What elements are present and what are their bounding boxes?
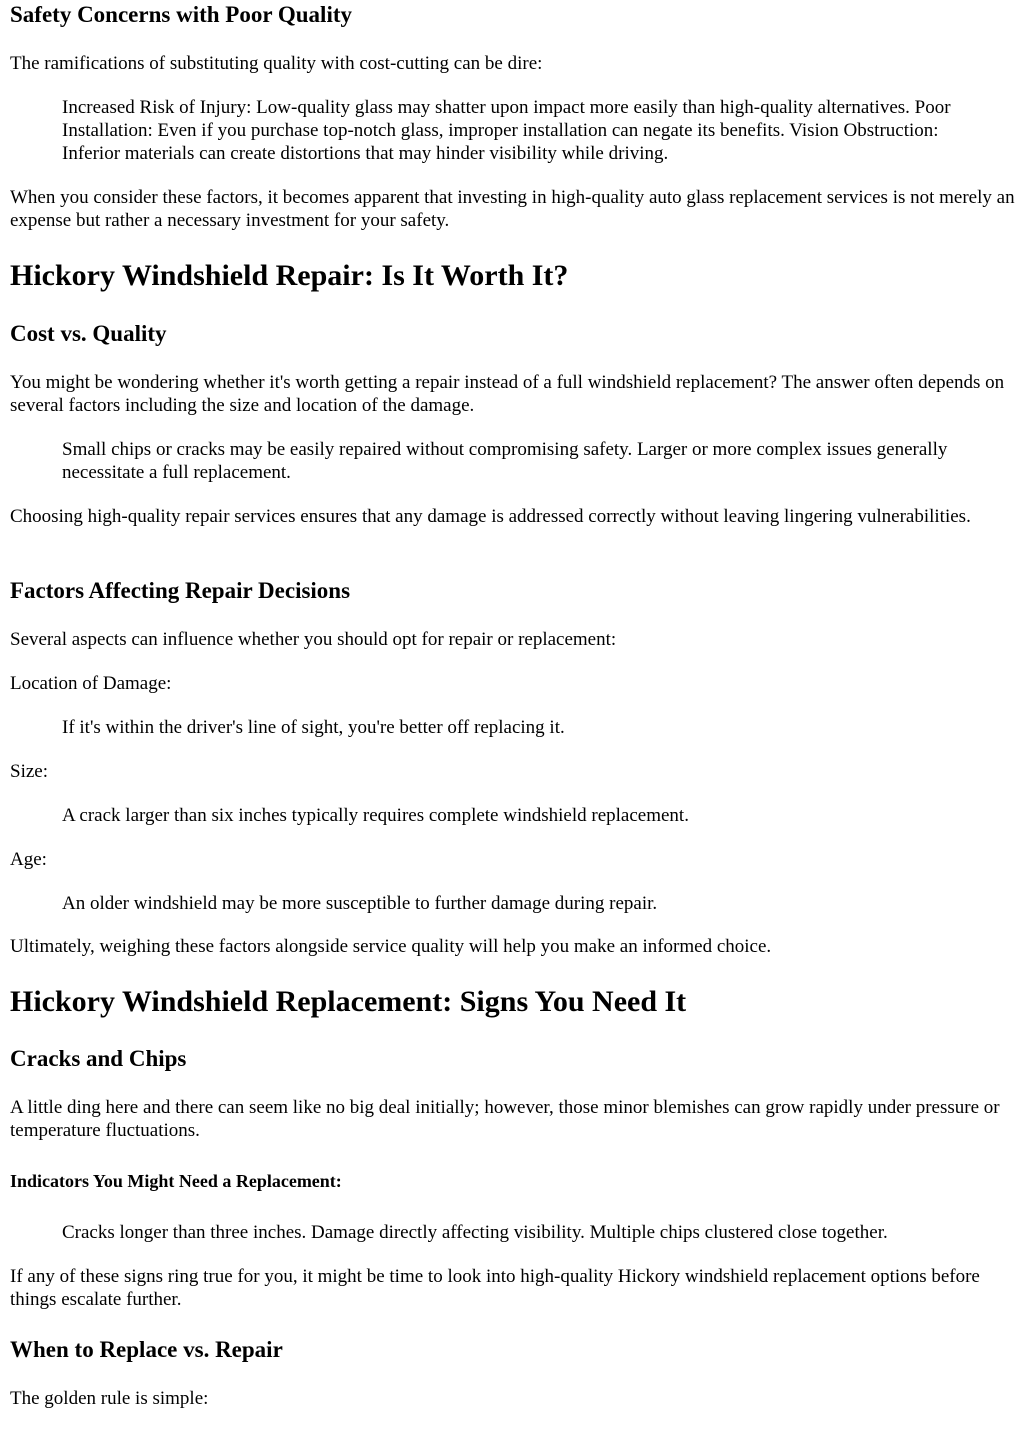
factor-term: Location of Damage: bbox=[10, 673, 172, 694]
indicators-list: Cracks longer than three inches. Damage directly affecting visibility. Multiple chips clustered close together. bbox=[62, 1222, 888, 1243]
section-heading-repair-factors: Factors Affecting Repair Decisions bbox=[10, 578, 351, 603]
factor-term: Size: bbox=[10, 761, 48, 782]
factor-detail: An older windshield may be more susceptible to further damage during repair. bbox=[62, 893, 658, 914]
factors-intro-paragraph: Several aspects can influence whether you should opt for repair or replacement: bbox=[10, 629, 617, 650]
section-heading-safety-concerns: Safety Concerns with Poor Quality bbox=[10, 2, 353, 27]
section-heading-cost-vs-quality: Cost vs. Quality bbox=[10, 321, 167, 346]
page-title-windshield-replacement: Hickory Windshield Replacement: Signs You Need It bbox=[10, 985, 687, 1018]
cracks-intro-paragraph: A little ding here and there can seem like no big deal initially; however, those minor blemishes can grow rapidly under pressure or temperature fluctuations. bbox=[10, 1097, 1000, 1141]
cost-intro-paragraph: You might be wondering whether it's worth getting a repair instead of a full windshield replacement? The answer often depends on several factors including the size and location of the damage. bbox=[10, 372, 1005, 416]
cost-outro-paragraph: Choosing high-quality repair services ensures that any damage is addressed correctly without leaving lingering vulnerabilities. bbox=[10, 506, 971, 527]
subheading-replacement-indicators: Indicators You Might Need a Replacement: bbox=[10, 1171, 342, 1191]
factor-detail: If it's within the driver's line of sight, you're better off replacing it. bbox=[62, 717, 565, 738]
factor-term: Age: bbox=[10, 849, 47, 870]
safety-outro-paragraph: When you consider these factors, it becomes apparent that investing in high-quality auto glass replacement services is not merely an expense but rather a necessary investment for your safety. bbox=[10, 187, 1015, 231]
golden-rule-paragraph: The golden rule is simple: bbox=[10, 1388, 209, 1409]
indicators-outro-paragraph: If any of these signs ring true for you, it might be time to look into high-quality Hickory windshield replacement options before things escalate further. bbox=[10, 1266, 980, 1310]
safety-intro-paragraph: The ramifications of substituting quality with cost-cutting can be dire: bbox=[10, 53, 543, 74]
factors-outro-paragraph: Ultimately, weighing these factors alongside service quality will help you make an informed choice. bbox=[10, 936, 772, 957]
page-title-windshield-repair: Hickory Windshield Repair: Is It Worth It? bbox=[10, 259, 569, 292]
repair-size-list: Small chips or cracks may be easily repaired without compromising safety. Larger or more complex issues generally necessitate a full replacement. bbox=[62, 439, 948, 483]
section-heading-replace-vs-repair: When to Replace vs. Repair bbox=[10, 1337, 283, 1362]
factor-detail: A crack larger than six inches typically requires complete windshield replacement. bbox=[62, 805, 689, 826]
safety-risk-list: Increased Risk of Injury: Low-quality glass may shatter upon impact more easily than high-quality alternatives. Poor Installation: Even if you purchase top-notch glass, improper installation can negate its benefits. Vision Obstruction: Inferior materials can create distortions that may hinder visibility while driving. bbox=[62, 97, 951, 164]
section-heading-cracks-and-chips: Cracks and Chips bbox=[10, 1046, 187, 1071]
